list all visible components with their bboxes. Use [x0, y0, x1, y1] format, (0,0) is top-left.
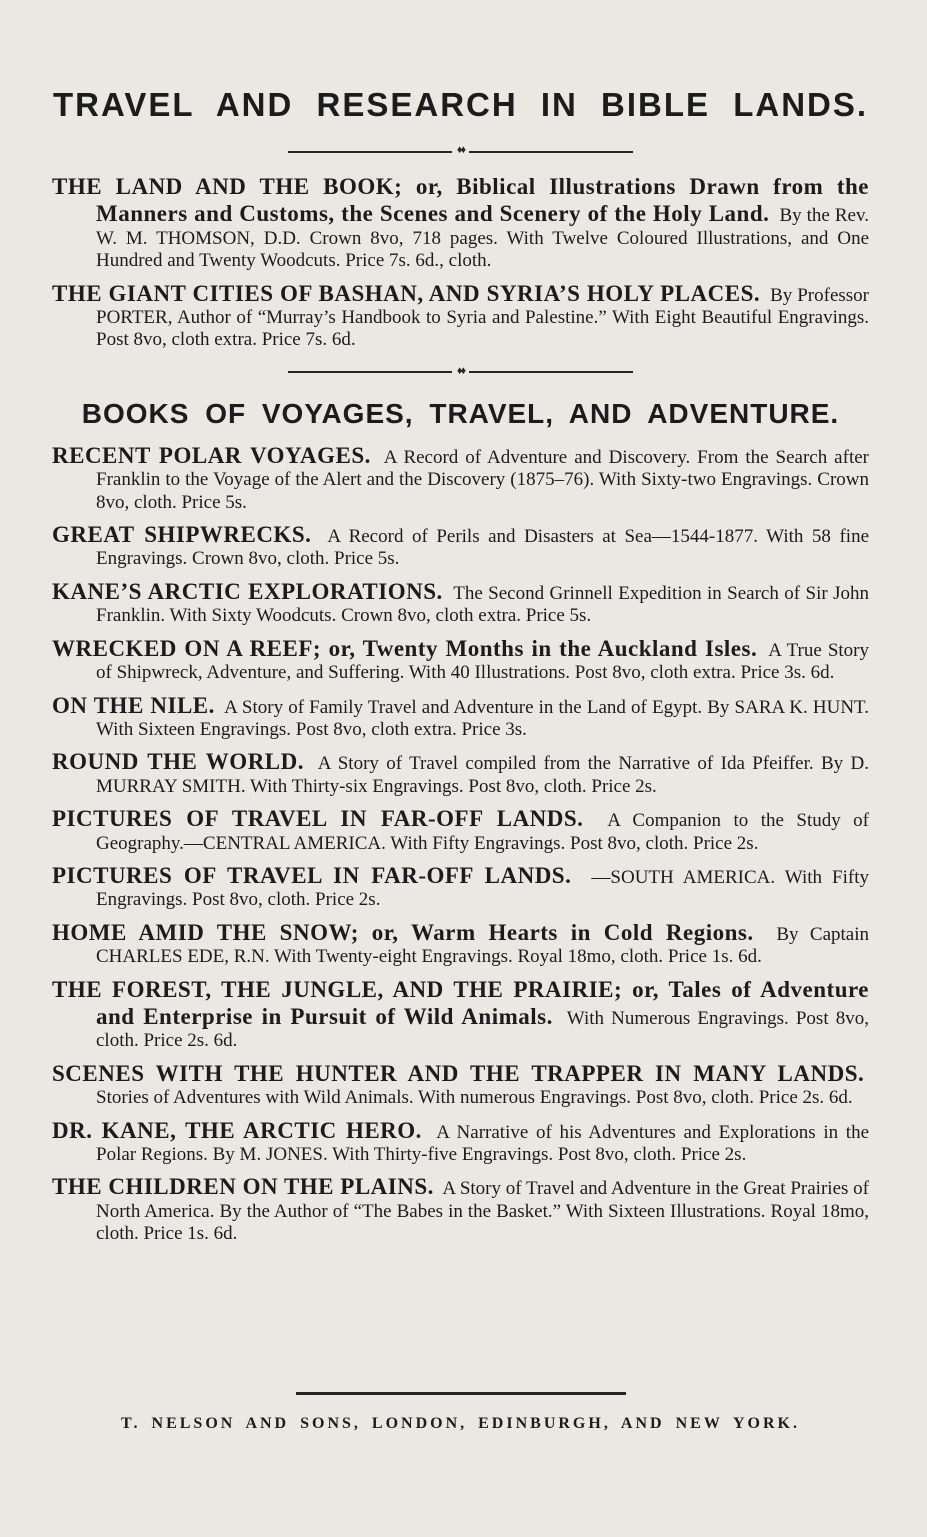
book-entry-title: HOME AMID THE SNOW; or, Warm Hearts in Cold Regions.: [52, 919, 754, 945]
book-entry-description: A Record of Perils and Disasters at Sea—1544-1877. With 58 fine Engravings. Crown 8vo, cloth. Price 5s.: [96, 526, 869, 570]
divider-rule-right: [469, 151, 633, 153]
section-divider: [288, 364, 633, 378]
book-entry-description: A Companion to the Study of Geography.—CENTRAL AMERICA. With Fifty Engravings. Post 8vo, cloth. Price 2s.: [96, 810, 869, 854]
book-entry-title: WRECKED ON A REEF; or, Twenty Months in the Auckland Isles.: [52, 635, 758, 661]
book-entry-description: Stories of Adventures with Wild Animals. With numerous Engravings. Post 8vo, cloth. Price 2s. 6d.: [96, 1087, 853, 1109]
page-title: TRAVEL AND RESEARCH IN BIBLE LANDS.: [52, 86, 869, 123]
book-entry: [52, 521, 869, 571]
book-entry-description: With Numerous Engravings. Post 8vo, cloth. Price 2s. 6d.: [96, 1007, 869, 1052]
book-entry-title: GREAT SHIPWRECKS.: [52, 522, 312, 548]
book-entry-description: A True Story of Shipwreck, Adventure, and Suffering. With 40 Illustrations. Post 8vo, cloth extra. Price 3s. 6d.: [96, 639, 870, 684]
book-entry-title: ROUND THE WORLD.: [52, 749, 304, 775]
bible-lands-entries: [52, 173, 869, 359]
voyages-entries: [52, 442, 869, 1253]
book-entry: [52, 862, 869, 912]
book-entry-description: A Story of Travel and Adventure in the Great Prairies of North America. By the Author of “The Babes in the Basket.” With Sixteen Illustrations. Royal 18mo, cloth. Price 1s. 6d.: [96, 1178, 869, 1245]
book-entry-description: By Professor PORTER, Author of “Murray’s Handbook to Syria and Palestine.” With Eight Beautiful Engravings. Post 8vo, cloth extra. Price 7s. 6d.: [96, 284, 870, 351]
book-entry-title: SCENES WITH THE HUNTER AND THE TRAPPER IN MANY LANDS.: [52, 1060, 865, 1086]
book-entry-title: KANE’S ARCTIC EXPLORATIONS.: [52, 578, 443, 604]
footer-rule: [296, 1392, 626, 1395]
book-entry-title: THE LAND AND THE BOOK; or, Biblical Illustrations Drawn from the Manners and Customs, the Scenes and Scenery of the Holy Land.: [52, 174, 869, 227]
publisher-imprint: T. NELSON AND SONS, LONDON, EDINBURGH, AND NEW YORK.: [121, 1415, 800, 1432]
book-entry: [52, 280, 869, 352]
book-entry-description: The Second Grinnell Expedition in Search of Sir John Franklin. With Sixty Woodcuts. Crown 8vo, cloth extra. Price 5s.: [96, 582, 869, 627]
book-entry-title: THE GIANT CITIES OF BASHAN, AND SYRIA’S HOLY PLACES.: [52, 280, 761, 306]
book-entry: [52, 976, 869, 1053]
divider-rule-left: [288, 151, 452, 153]
book-entry-description: —SOUTH AMERICA. With Fifty Engravings. Post 8vo, cloth. Price 2s.: [96, 866, 869, 911]
book-entry-title: RECENT POLAR VOYAGES.: [52, 442, 371, 468]
book-entry: [52, 748, 869, 798]
diamond-ornament-icon: ♦♦: [456, 364, 465, 377]
book-entry-description: By Captain CHARLES EDE, R.N. With Twenty-eight Engravings. Royal 18mo, cloth. Price 1s. 6d.: [96, 923, 869, 968]
book-entry: [52, 578, 869, 628]
divider-rule-right: [469, 371, 633, 373]
book-entry-description: A Story of Travel compiled from the Narrative of Ida Pfeiffer. By D. MURRAY SMITH. With Thirty-six Engravings. Post 8vo, cloth. Price 2s.: [96, 753, 869, 797]
footer: [52, 1378, 869, 1433]
book-entry: [52, 1060, 869, 1110]
book-entry: [52, 1117, 869, 1167]
book-entry: [52, 1173, 869, 1245]
book-entry: [52, 692, 869, 742]
divider-rule-left: [288, 371, 452, 373]
book-entry: [52, 919, 869, 969]
book-entry: [52, 805, 869, 855]
book-entry-title: DR. KANE, THE ARCTIC HERO.: [52, 1117, 422, 1143]
section-title-voyages: BOOKS OF VOYAGES, TRAVEL, AND ADVENTURE.: [81, 397, 840, 429]
book-entry-title: THE FOREST, THE JUNGLE, AND THE PRAIRIE; or, Tales of Adventure and Enterprise in Pursuit of Wild Animals.: [52, 976, 869, 1029]
book-entry-title: PICTURES OF TRAVEL IN FAR-OFF LANDS.: [52, 806, 584, 832]
book-entry-title: THE CHILDREN ON THE PLAINS.: [52, 1174, 434, 1200]
book-entry-description: A Narrative of his Adventures and Explorations in the Polar Regions. By M. JONES. With Thirty-five Engravings. Post 8vo, cloth. Price 2s.: [96, 1121, 869, 1165]
book-entry: [52, 442, 869, 514]
book-entry-description: By the Rev. W. M. THOMSON, D.D. Crown 8vo, 718 pages. With Twelve Coloured Illustrations, and One Hundred and Twenty Woodcuts. Price 7s. 6d., cloth.: [96, 205, 869, 272]
book-entry-description: A Story of Family Travel and Adventure in the Land of Egypt. By SARA K. HUNT. With Sixteen Engravings. Post 8vo, cloth extra. Price 3s.: [96, 696, 869, 740]
book-entry-description: A Record of Adventure and Discovery. From the Search after Franklin to the Voyage of the Alert and the Discovery (1875–76). With Sixty-two Engravings. Crown 8vo, cloth. Price 5s.: [96, 446, 869, 513]
diamond-ornament-icon: ♦♦: [456, 144, 465, 156]
book-entry: [52, 173, 869, 273]
book-entry-title: ON THE NILE.: [52, 692, 215, 718]
book-entry: [52, 635, 869, 685]
section-divider: [288, 146, 633, 157]
book-entry-title: PICTURES OF TRAVEL IN FAR-OFF LANDS.: [52, 862, 572, 888]
